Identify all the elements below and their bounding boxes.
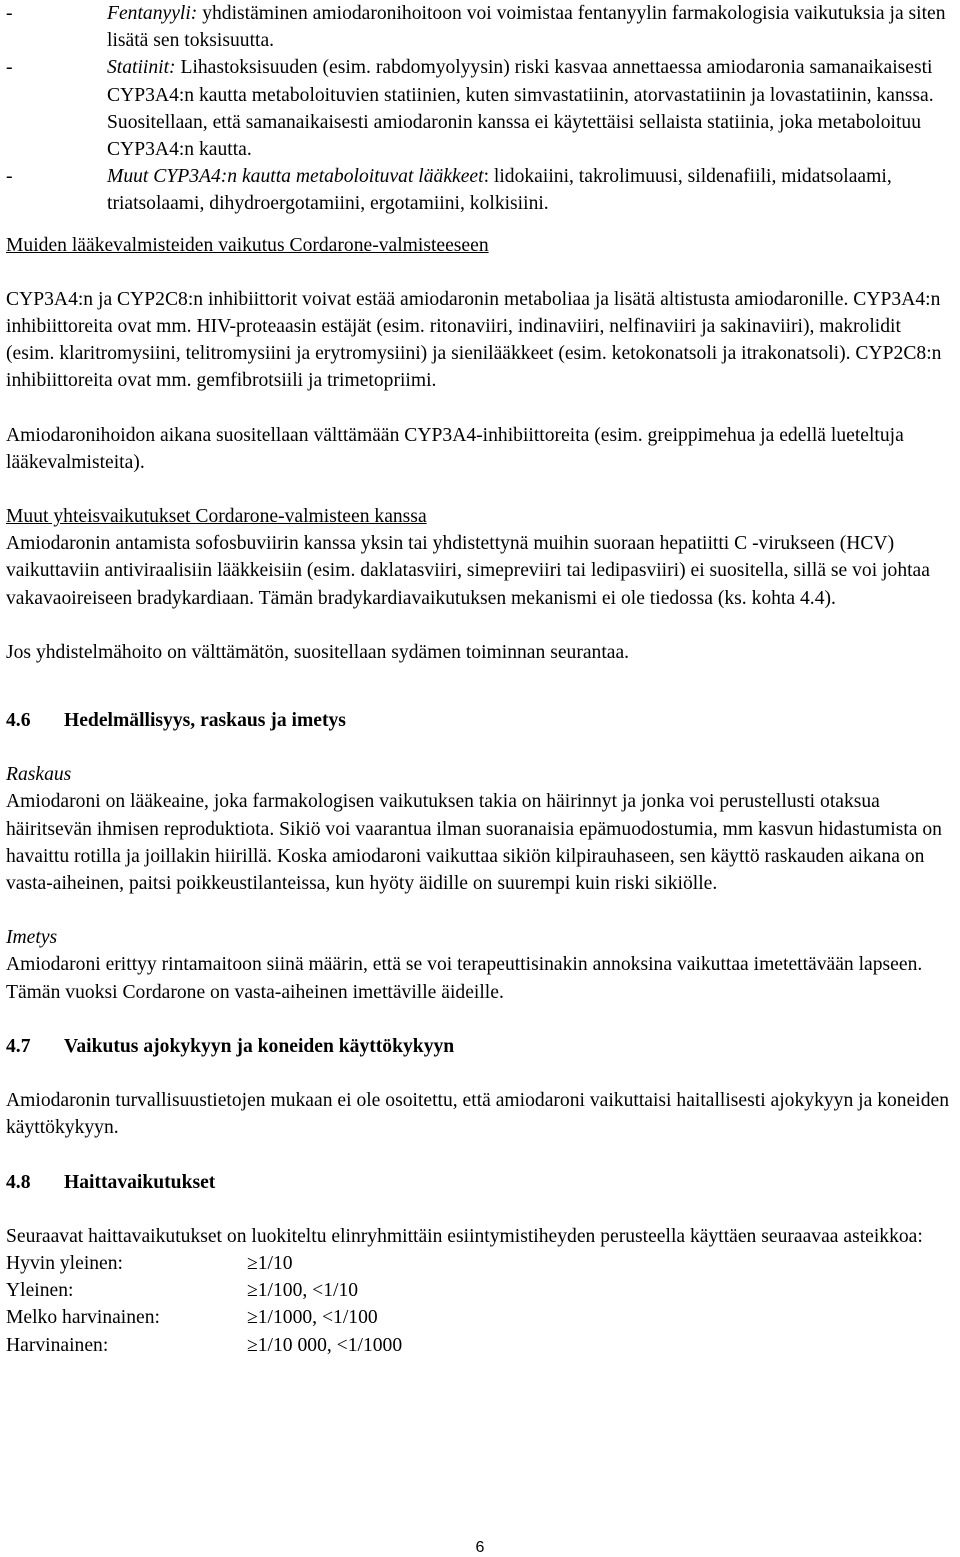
frequency-row	[6, 1304, 954, 1331]
paragraph-imetys: Amiodaroni erittyy rintamaitoon siinä määrin, että se voi terapeuttisinakin annoksina vaikuttaa imetettävään lapseen. Tämän vuoksi Cordarone on vasta-aiheinen imettäville äideille.	[6, 954, 923, 1003]
section-heading-muut-yhteisvaikutukset: Muut yhteisvaikutukset Cordarone-valmisteen kanssa	[6, 506, 427, 528]
frequency-row	[6, 1277, 954, 1304]
frequency-label: Yleinen:	[6, 1280, 74, 1302]
section-heading-4-7	[6, 1033, 954, 1060]
frequency-label: Melko harvinainen:	[6, 1307, 160, 1329]
list-text: yhdistäminen amiodaronihoitoon voi voimistaa fentanyylin farmakologisia vaikutuksia ja siten lisätä sen toksisuutta.	[107, 3, 946, 52]
section-title: Hedelmällisyys, raskaus ja imetys	[64, 710, 346, 732]
section-number: 4.6	[6, 710, 31, 732]
frequency-row	[6, 1250, 954, 1277]
paragraph-raskaus: Amiodaroni on lääkeaine, joka farmakologisen vaikutuksen takia on häirinnyt ja jonka voi perustellusti otaksua häiritsevän ihmisen reproduktiota. Sikiö voi vaarantua ilman suoranaisia epämuodostumia, mm kasvun hidastumista on havaittu rotilla ja joillakin hiirillä. Koska amiodaroni vaikuttaa sikiön kilpirauhaseen, sen käyttö raskauden aikana on vasta-aiheinen, paitsi poikkeustilanteissa, kun hyöty äidille on suurempi kuin riski sikiölle.	[6, 791, 942, 895]
paragraph-seuranta: Jos yhdistelmähoito on välttämätön, suositellaan sydämen toiminnan seurantaa.	[6, 641, 630, 663]
paragraph-sofosbuviiri: Amiodaronin antamista sofosbuviirin kanssa yksin tai yhdistettynä muihin suoraan hepatiitti C -virukseen (HCV) vaikuttaviin antiviraalisiin lääkkeisiin (esim. daklatasviiri, simepreviiri tai ledipasviiri) ei suositella, sillä se voi johtaa vakavaoireiseen bradykardiaan. Tämän bradykardiavaikutuksen mekanismi ei ole tiedossa (ks. kohta 4.4).	[6, 533, 930, 609]
list-item-statiinit	[6, 54, 954, 163]
paragraph-ajokyky: Amiodaronin turvallisuustietojen mukaan ei ole osoitettu, että amiodaroni vaikuttaisi haitallisesti ajokykyyn ja koneiden käyttökykyyn.	[6, 1090, 950, 1139]
list-term: Fentanyyli:	[107, 3, 198, 24]
section-heading-4-8	[6, 1169, 954, 1196]
section-title: Haittavaikutukset	[64, 1171, 216, 1193]
subheading-raskaus: Raskaus	[6, 764, 72, 786]
list-dash: -	[6, 166, 13, 188]
frequency-value: ≥1/1000, <1/100	[247, 1307, 378, 1329]
list-item-muut-cyp3a4	[6, 163, 954, 217]
section-heading-4-6	[6, 707, 954, 734]
list-text: Lihastoksisuuden (esim. rabdomyolyysin) riski kasvaa annettaessa amiodaronia samanaikaisesti CYP3A4:n kautta metaboloituvien statiinien, kuten simvastatiinin, atorvastatiinin ja lovastatiinin, kanssa.	[107, 57, 934, 106]
frequency-scale	[6, 1250, 954, 1359]
section-heading-muiden-laakevalmisteiden: Muiden lääkevalmisteiden vaikutus Cordarone-valmisteeseen	[6, 234, 489, 256]
section-number: 4.7	[6, 1035, 31, 1057]
frequency-value: ≥1/10 000, <1/1000	[247, 1334, 403, 1356]
frequency-label: Harvinainen:	[6, 1334, 109, 1356]
list-dash: -	[6, 57, 13, 79]
subheading-imetys: Imetys	[6, 927, 58, 949]
list-term: Muut CYP3A4:n kautta metaboloituvat lääkkeet	[107, 166, 484, 188]
frequency-value: ≥1/100, <1/10	[247, 1280, 359, 1302]
frequency-row	[6, 1332, 954, 1359]
list-item-fentanyyli	[6, 0, 954, 54]
section-number: 4.8	[6, 1171, 31, 1193]
page-number: 6	[475, 1539, 485, 1556]
section-title: Vaikutus ajokykyyn ja koneiden käyttökykyyn	[64, 1035, 455, 1057]
paragraph-valttamaan: Amiodaronihoidon aikana suositellaan välttämään CYP3A4-inhibiittoreita (esim. greippimehua ja edellä lueteltuja lääkevalmisteita).	[6, 424, 904, 473]
list-extra-text: Suositellaan, että samanaikaisesti amiodaronin kanssa ei käytettäisi sellaista statiinia, joka metaboloituu CYP3A4:n kautta.	[107, 111, 922, 161]
frequency-value: ≥1/10	[247, 1252, 293, 1274]
frequency-label: Hyvin yleinen:	[6, 1252, 123, 1274]
list-term: Statiinit:	[107, 57, 176, 79]
paragraph-inhibiittorit: CYP3A4:n ja CYP2C8:n inhibiittorit voivat estää amiodaronin metaboliaa ja lisätä altistusta amiodaronille. CYP3A4:n inhibiittoreita ovat mm. HIV-proteaasin estäjät (esim. ritonaviiri, indinaviiri, nelfinaviiri ja sakinaviiri), makrolidit (esim. klaritromysiini, telitromysiini ja erytromysiini) ja sienilääkkeet (esim. ketokonatsoli ja itrakonatsoli). CYP2C8:n inhibiittoreita ovat mm. gemfibrotsiili ja trimetopriimi.	[6, 288, 942, 392]
list-dash: -	[6, 3, 13, 24]
paragraph-haittavaikutukset-intro: Seuraavat haittavaikutukset on luokiteltu elinryhmittäin esiintymistiheyden perusteella käyttäen seuraavaa asteikkoa:	[6, 1225, 923, 1247]
list-text: : lidokaiini, takrolimuusi, sildenafiili, midatsolaami, triatsolaami, dihydroergotamiini, ergotamiini, kolkisiini.	[107, 166, 892, 215]
